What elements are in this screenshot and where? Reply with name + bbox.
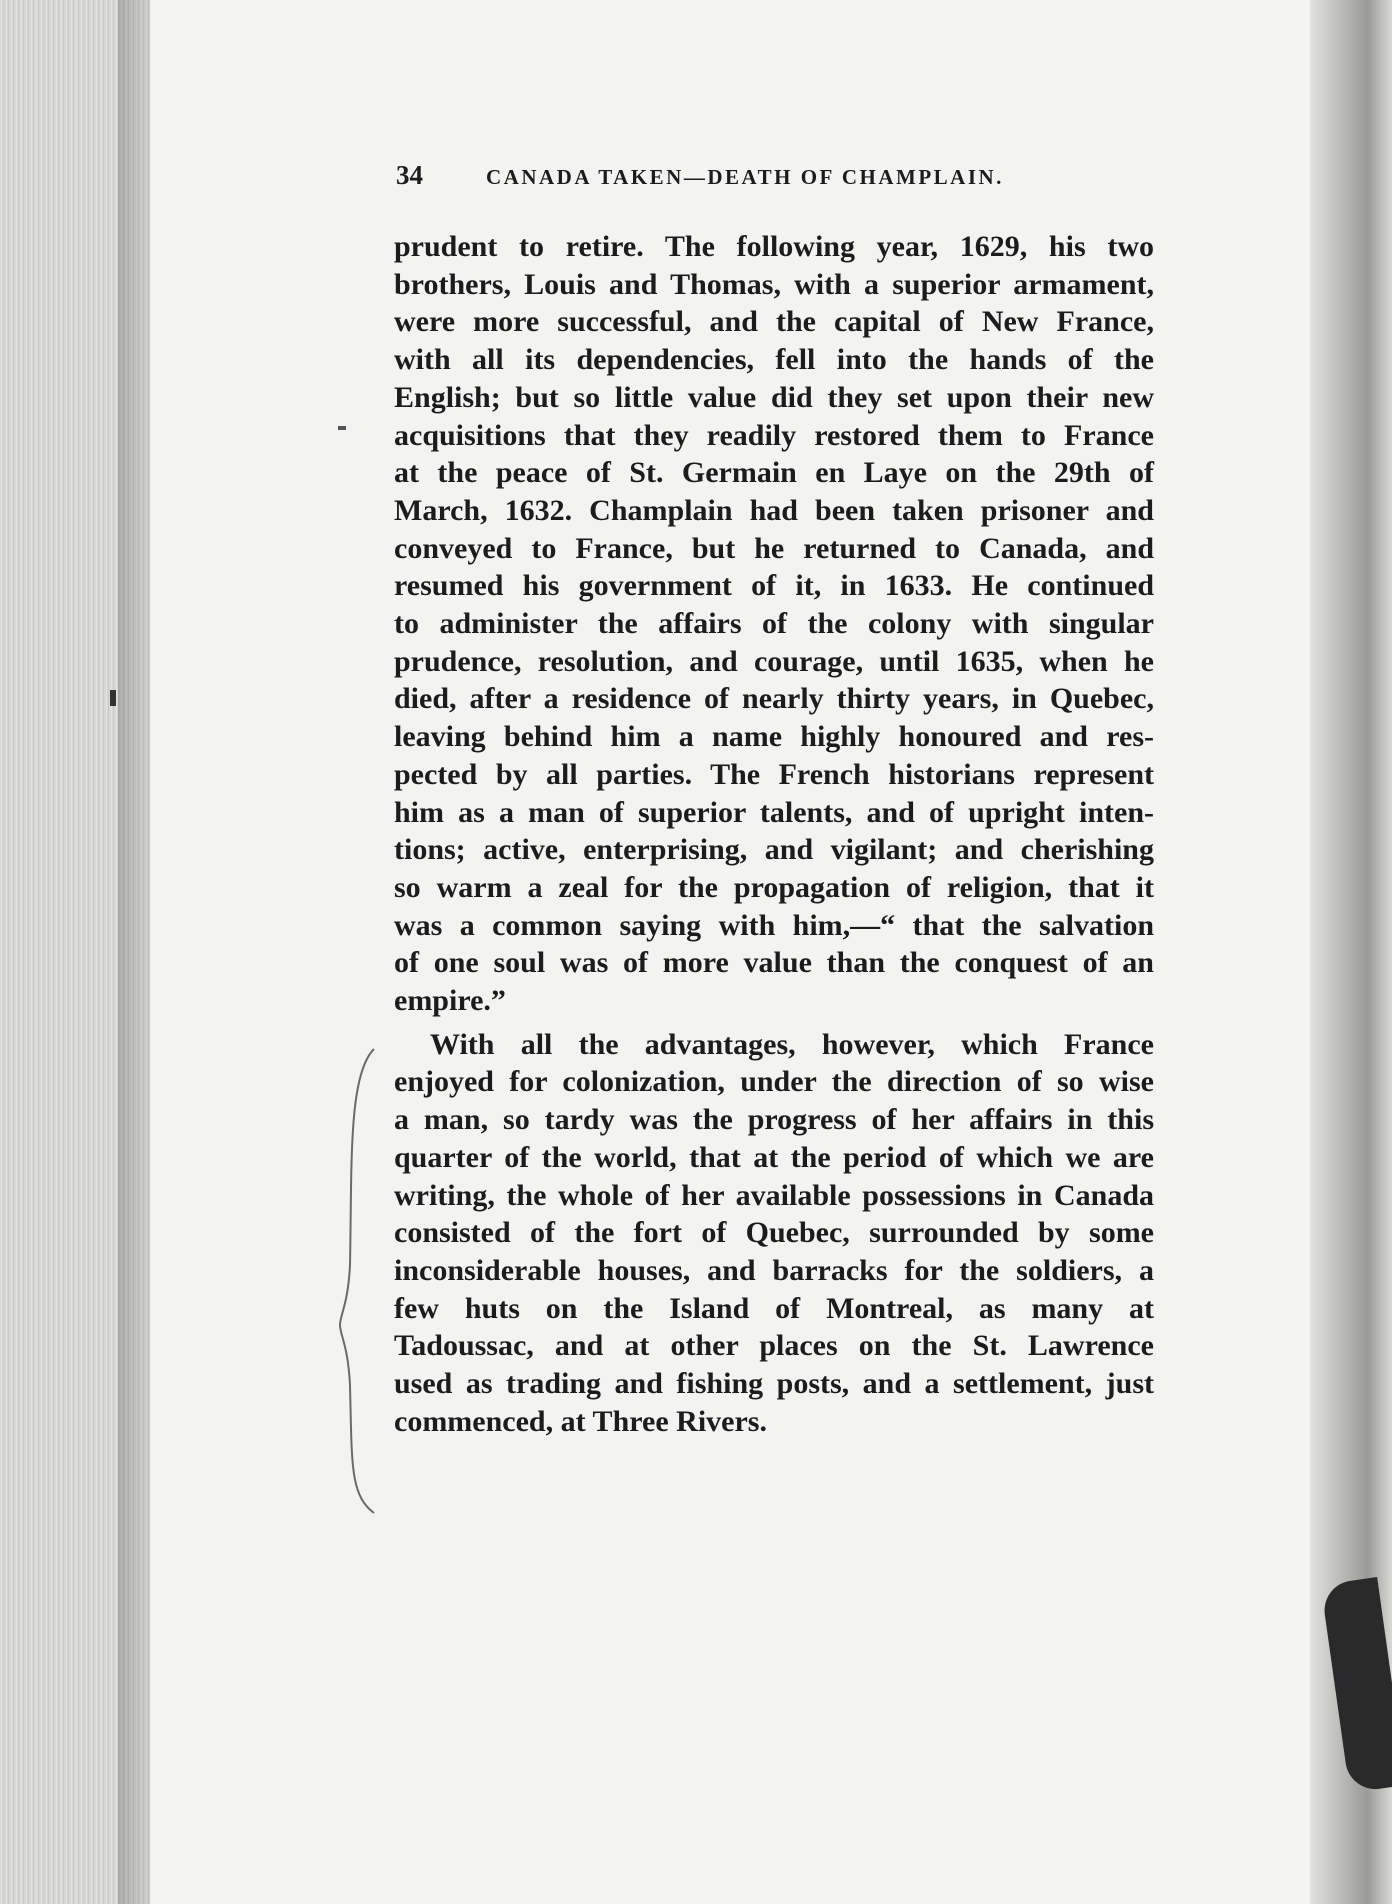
text-line: quarter of the world, that at the period of which we are [394, 1140, 1154, 1174]
text-line: inconsiderable houses, and barracks for the soldiers, a [394, 1253, 1154, 1287]
text-line: a man, so tardy was the progress of her affairs in this [394, 1103, 1154, 1137]
text-line: was a common saying with him,—“ that the salvation [394, 908, 1154, 942]
text-line: consisted of the fort of Quebec, surrounded by some [394, 1216, 1154, 1250]
text-line: at the peace of St. Germain en Laye on the 29th of [394, 456, 1154, 490]
text-line: March, 1632. Champlain had been taken prisoner and [394, 493, 1154, 527]
text-line: With all the advantages, however, which France [430, 1027, 1154, 1061]
text-line: so warm a zeal for the propagation of religion, that it [394, 870, 1154, 904]
text-line: few huts on the Island of Montreal, as many at [394, 1291, 1154, 1325]
text-line: were more successful, and the capital of New France, [394, 305, 1154, 339]
text-line: died, after a residence of nearly thirty years, in Quebec, [394, 682, 1154, 716]
text-line: resumed his government of it, in 1633. He continued [394, 569, 1154, 603]
running-head: CANADA TAKEN—DEATH OF CHAMPLAIN. [486, 165, 1004, 189]
text-line: to administer the affairs of the colony with singular [394, 607, 1154, 641]
text-line: English; but so little value did they set upon their new [394, 380, 1154, 414]
text-line: prudent to retire. The following year, 1629, his two [394, 230, 1154, 263]
gutter-mark [110, 690, 116, 706]
pencil-dash-mark [338, 426, 346, 430]
text-line: pected by all parties. The French historians represent [394, 757, 1154, 791]
text-line: acquisitions that they readily restored them to France [394, 418, 1154, 452]
text-line: Tadoussac, and at other places on the St. Lawrence [394, 1329, 1154, 1363]
page-number: 34 [396, 160, 423, 190]
text-line: used as trading and fishing posts, and a settlement, just [394, 1367, 1154, 1401]
text-line: of one soul was of more value than the conquest of an [394, 946, 1154, 980]
text-line: writing, the whole of her available possessions in Canada [394, 1178, 1154, 1212]
text-line: brothers, Louis and Thomas, with a superior armament, [394, 267, 1154, 301]
text-line: leaving behind him a name highly honoured and res- [394, 720, 1154, 754]
text-line: him as a man of superior talents, and of upright inten- [394, 795, 1154, 829]
paragraph-2 [394, 1026, 1154, 1441]
pencil-bracket-mark [338, 1045, 378, 1515]
paragraph-1 [394, 228, 1154, 1020]
page-header [396, 160, 1086, 191]
text-line: prudence, resolution, and courage, until 1635, when he [394, 644, 1154, 678]
text-line: tions; active, enterprising, and vigilant; and cherishing [394, 833, 1154, 867]
text-line: with all its dependencies, fell into the hands of the [394, 343, 1154, 377]
body-text [394, 228, 1154, 1441]
text-line: commenced, at Three Rivers. [394, 1404, 767, 1438]
text-line: conveyed to France, but he returned to Canada, and [394, 531, 1154, 565]
text-line: empire.” [394, 984, 506, 1018]
text-line: enjoyed for colonization, under the direction of so wise [394, 1065, 1154, 1099]
